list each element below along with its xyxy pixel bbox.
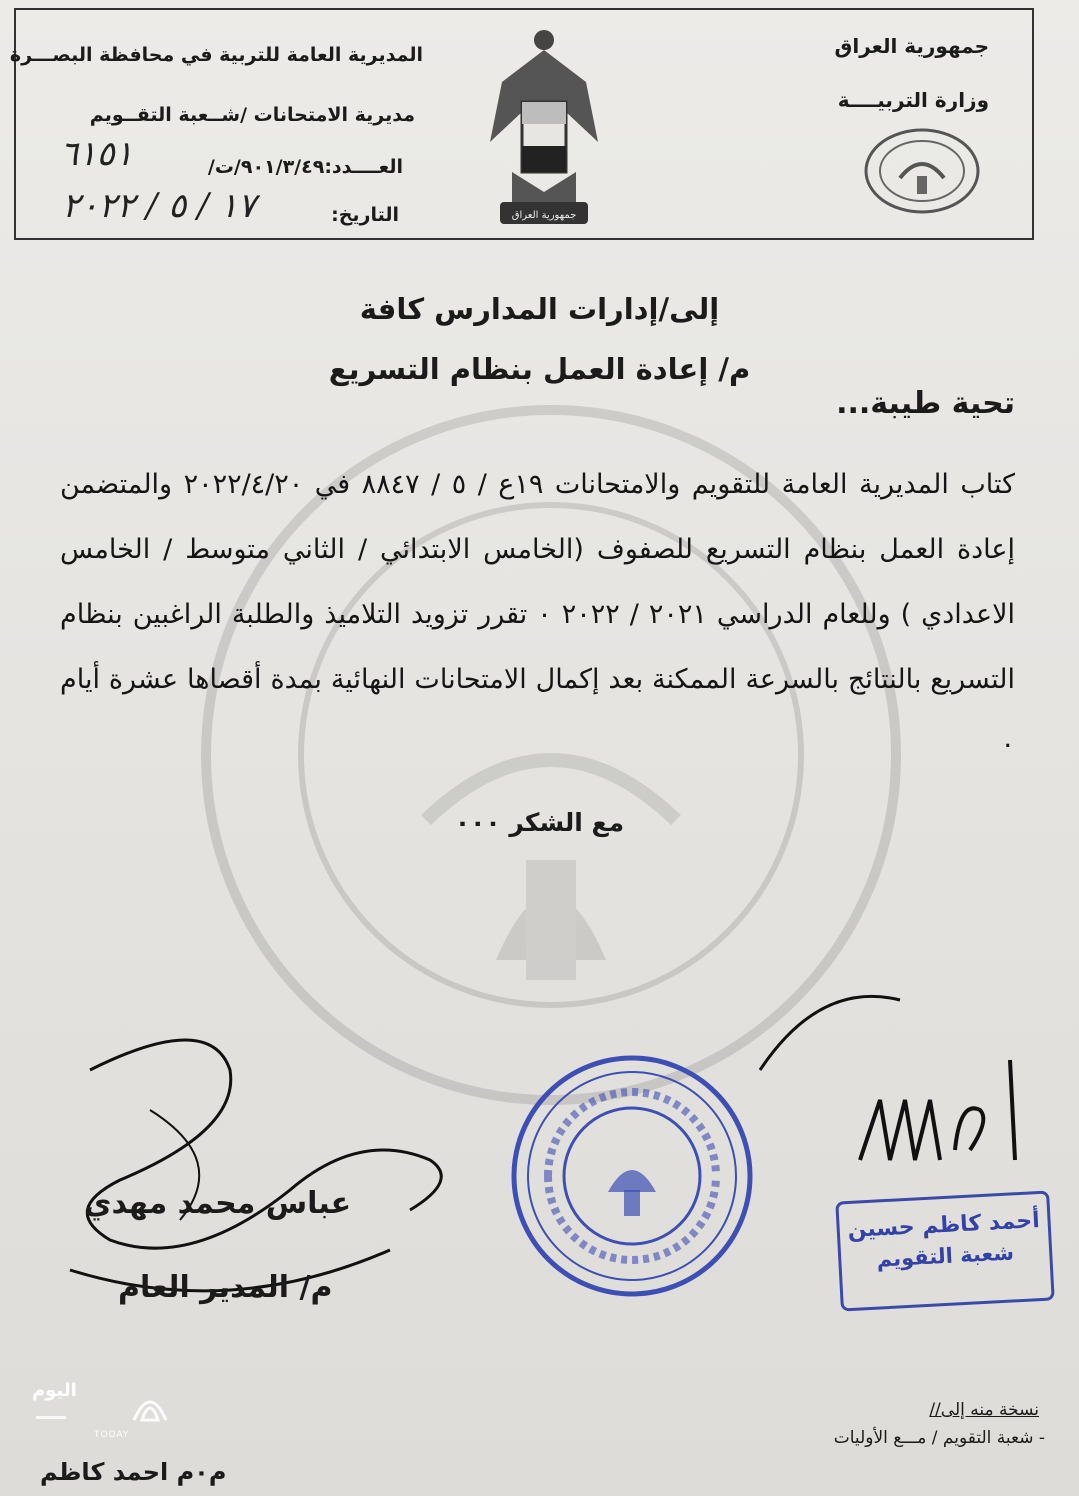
svg-text:جمهورية العراق: جمهورية العراق [511,210,577,221]
country-name: جمهورية العراق [834,34,989,58]
closing-thanks: مع الشكر ٠٠٠ [454,808,625,837]
ministry-logo-icon [862,126,982,216]
letter-body: كتاب المديرية العامة للتقويم والامتحانات ١٩ع / ٥ / ٨٨٤٧ في ٢٠٢٢/٤/٢٠ والمتضمن إعادة العمل بنظام التسريع للصفوف (الخامس الابتدائي / الثاني متوسط / الخامس الاعدادي ) وللعام الدراسي ٢٠٢١ / ٢٠٢٢ ٠ تقرر تزويد التلاميذ والطلبة الراغبين بنظام التسريع بالنتائج بالسرعة الممكنة بعد إكمال الامتحانات النهائية بمدة أقصاها عشرة أيام ٠ [60,469,1016,760]
stamp-name: أحمد كاظم حسين [847,1208,1041,1244]
iraq-emblem-icon [482,22,606,228]
director-name: عباس محمد مهدي [84,1186,352,1221]
department-name: مديرية الامتحانات /شــعبة التقــويم [89,104,415,126]
directorate-name: المديرية العامة للتربية في محافظة البصـــرة [9,44,423,66]
brand-sublabel: TODAY [94,1430,130,1440]
ministry-name: وزارة التربيــــة [837,88,989,112]
reference-number-label: العــــدد:٩٠١/٣/٤٩/ت/ [207,156,403,178]
reference-number-handwritten: ٦١٥١ [60,134,134,174]
date-label: التاريخ: [331,204,399,226]
copy-to-label: نسخة منه إلى// [929,1400,1039,1420]
stamp-department: شعبة التقويم [876,1240,1015,1272]
director-title: م/ المدير العام [118,1270,333,1305]
official-seal-icon [508,1052,756,1300]
greeting: تحية طيبة... [836,386,1015,421]
subject-line: م/ إعادة العمل بنظام التسريع [328,352,751,386]
addressee: إلى/إدارات المدارس كافة [359,292,720,326]
date-handwritten: ١٧ / ٥ / ٢٠٢٢ [62,186,256,226]
evaluation-signature-icon [740,960,1070,1220]
name-stamp [835,1190,1054,1311]
brand-label: اليوم [32,1380,77,1401]
copy-to-item: - شعبة التقويم / مـــع الأوليات [833,1428,1045,1448]
preparer-initials: م٠م احمد كاظم [40,1458,227,1486]
